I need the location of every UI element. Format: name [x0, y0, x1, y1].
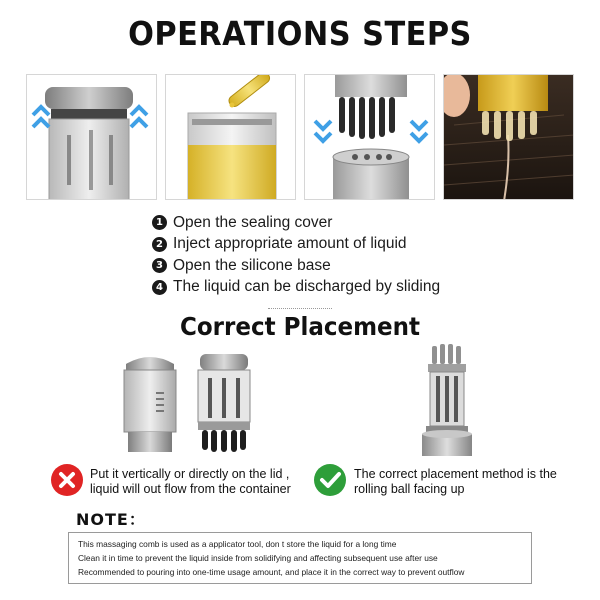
- step-text: Inject appropriate amount of liquid: [173, 235, 407, 253]
- note-line: This massaging comb is used as a applicator tool, don t store the liquid for a long time: [78, 539, 397, 549]
- check-circle-icon: [313, 463, 347, 497]
- step-number-badge: 2: [152, 237, 167, 252]
- placement-title: Correct Placement: [179, 312, 421, 341]
- right-text-line: rolling ball facing up: [354, 482, 465, 496]
- correct-placement-text: [354, 467, 557, 497]
- note-title: NOTE：: [76, 510, 146, 529]
- wrong-text-line: Put it vertically or directly on the lid ,: [90, 467, 290, 481]
- step-text: Open the silicone base: [173, 256, 331, 274]
- step-text: The liquid can be discharged by sliding: [173, 278, 441, 296]
- note-line: Recommended to pouring into one-time usage amount, and place it in the correct way to prevent outflow: [78, 566, 465, 577]
- right-text-line: The correct placement method is the: [354, 467, 557, 481]
- step-1-photo: [26, 74, 157, 200]
- step-number-badge: 4: [152, 280, 167, 295]
- step-number-badge: 3: [152, 258, 167, 273]
- step-number-badge: 1: [152, 215, 167, 230]
- wrong-placement-text: [90, 467, 291, 497]
- page-title: OPERATIONS STEPS: [128, 14, 472, 53]
- steps-list: [152, 212, 440, 298]
- divider: [268, 308, 332, 309]
- step-3-photo: [304, 74, 435, 200]
- x-circle-icon: [50, 463, 84, 497]
- inverted-bottle-image: [194, 352, 254, 457]
- upright-bottle-image: [118, 352, 182, 457]
- wrong-text-line: liquid will out flow from the container: [90, 482, 291, 496]
- step-item: [152, 255, 440, 277]
- correct-placement-image: [412, 344, 482, 461]
- step-text: Open the sealing cover: [173, 213, 333, 231]
- note-box: [68, 532, 532, 584]
- step-4-photo: [443, 74, 574, 200]
- step-item: [152, 234, 440, 256]
- step-item: [152, 277, 440, 299]
- step-item: [152, 212, 440, 234]
- note-line: Clean it in time to prevent the liquid inside from solidifying and affecting subsequent use after use: [78, 552, 438, 563]
- step-2-photo: [165, 74, 296, 200]
